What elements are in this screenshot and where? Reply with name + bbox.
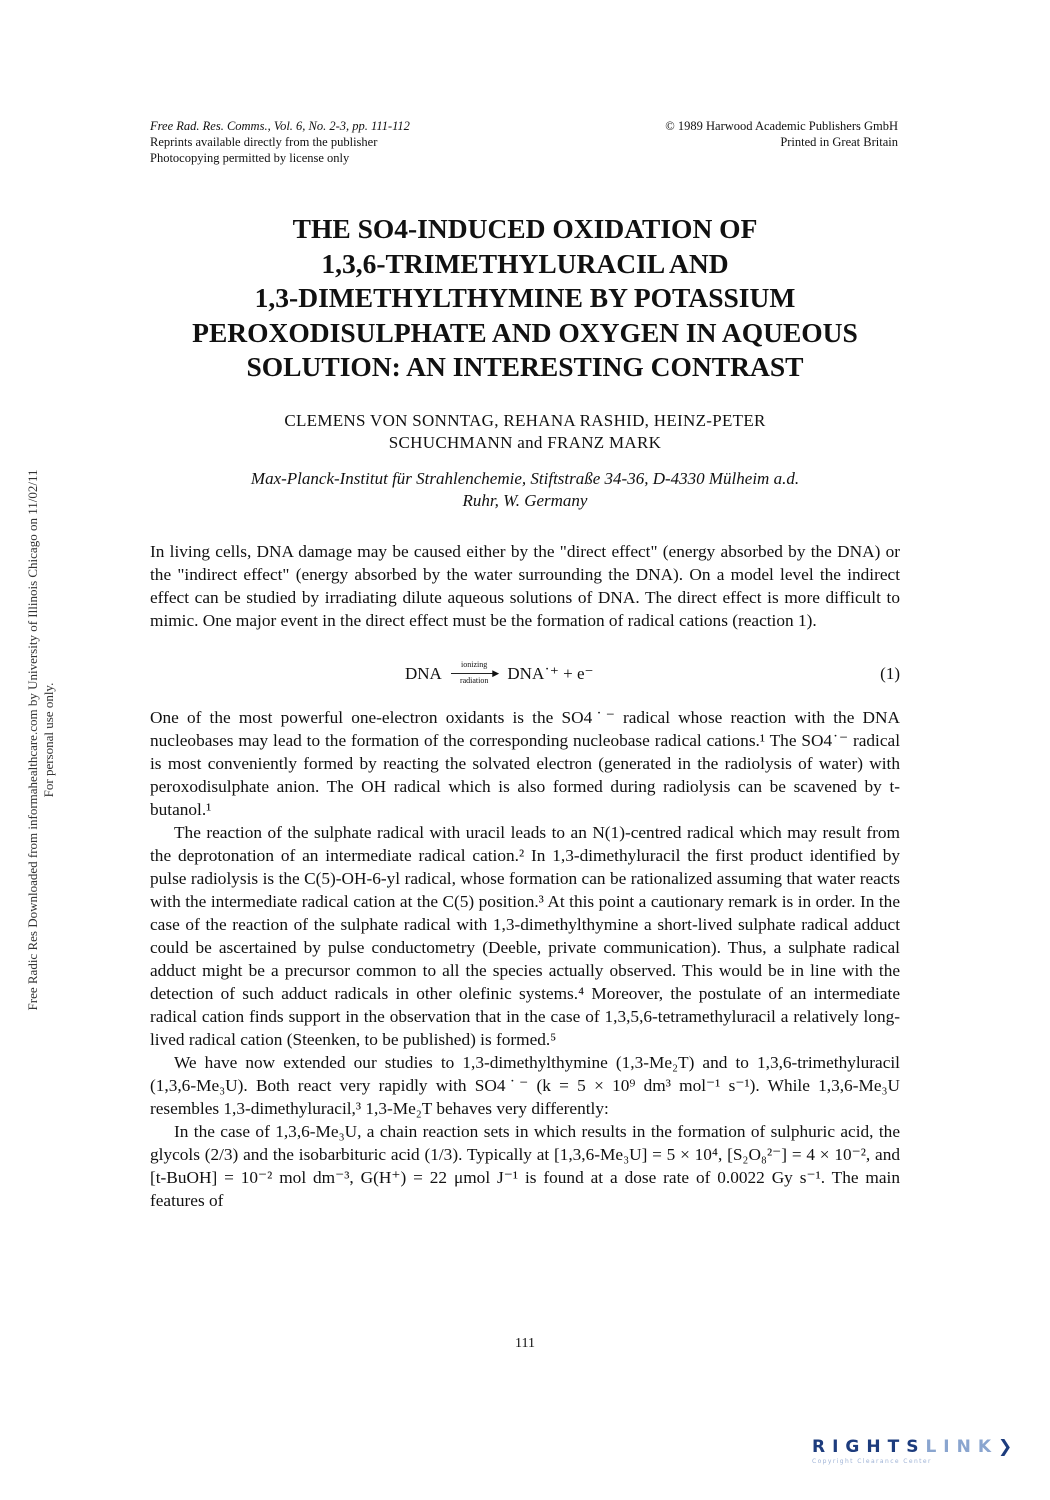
- body-section: [150, 706, 900, 1212]
- intro-paragraph: In living cells, DNA damage may be caused either by the "direct effect" (energy absorbed by the DNA) or the "indirect effect" (energy absorbed by the water surrounding the DNA). On a model level the indirect effect can be studied by irradiating dilute aqueous solutions of DNA. The direct effect is more difficult to mimic. One major event in the direct effect must be the formation of radical cations (reaction 1).: [150, 542, 900, 630]
- author-line: SCHUCHMANN and FRANZ MARK: [388, 433, 662, 452]
- arrow-head-icon: ▶: [492, 668, 500, 679]
- body-paragraph: The reaction of the sulphate radical with uracil leads to an N(1)-centred radical which may result from the deprotonation of an intermediate radical cation.² In 1,3-dimethyluracil the first product identified by pulse radiolysis is the C(5)-OH-6-yl radical, whose formation can be rationalized assuming that water reacts with the intermediate radical cation at the C(5) position.³ At this point a cautionary remark is in order. In the case of the reaction of the sulphate radical with 1,3-dimethylthymine a short-lived sulphate radical adduct could be ascertained by pulse conductometry (Deeble, private communication). Thus, a sulphate radical adduct might be a precursor common to all the species actually observed. This would be in line with the detection of such adduct radicals in other olefinic systems.⁴ Moreover, the postulate of an intermediate radical cation finds support in the observation that in the case of 1,3,5,6-tetramethyluracil a relatively long-lived radical cation (Steenken, to be published) is formed.⁵: [150, 823, 900, 1049]
- logo-dark-text: RIGHTS: [812, 1437, 926, 1457]
- arrow-line: [451, 673, 495, 674]
- title-line: THE SO4-INDUCED OXIDATION OF: [292, 213, 758, 244]
- download-note: Free Radic Res Downloaded from informahealthcare.com by University of Illinois Chicago on 11/02/11: [25, 469, 40, 1011]
- journal-header-left: [150, 118, 410, 166]
- body-paragraph: We have now extended our studies to 1,3-dimethylthymine (1,3-Me₂T) and to 1,3,6-trimethyluracil (1,3,6-Me₃U). Both react very rapidly with SO4˙⁻ (k = 5 × 10⁹ dm³ mol⁻¹ s⁻¹). While 1,3,6-Me₃U resembles 1,3-dimethyluracil,³ 1,3-Me₂T behaves very differently:: [150, 1053, 900, 1118]
- reprints-note: Reprints available directly from the publisher: [150, 135, 378, 149]
- body-paragraph: In the case of 1,3,6-Me₃U, a chain reaction sets in which results in the formation of sulphuric acid, the glycols (2/3) and the isobarbituric acid (1/3). Typically at [1,3,6-Me₃U] = 5 × 10⁴, [S₂O₈²⁻] = 4 × 10⁻², and [t-BuOH] = 10⁻² mol dm⁻³, G(H⁺) = 22 μmol J⁻¹ is found at a dose rate of 0.0022 Gy s⁻¹. The main features of: [150, 1122, 900, 1210]
- page-number: 111: [515, 1336, 535, 1351]
- equation-rhs: DNA˙⁺ + e⁻: [507, 664, 594, 683]
- arrow-bottom-label: radiation: [459, 676, 489, 686]
- equation-lhs: DNA: [405, 664, 441, 683]
- affiliation-line: Ruhr, W. Germany: [462, 491, 588, 510]
- title-line: 1,3-DIMETHYLTHYMINE BY POTASSIUM: [254, 282, 796, 313]
- reaction-equation: [150, 660, 900, 690]
- download-watermark: [25, 380, 57, 1100]
- equation-number: (1): [880, 664, 900, 683]
- rightslink-logo[interactable]: [812, 1437, 1032, 1477]
- logo-wordmark: [812, 1437, 1032, 1457]
- journal-header-right: [665, 118, 898, 150]
- arrow-top-label: ionizing: [461, 660, 488, 670]
- affiliation: [150, 468, 900, 512]
- article-title: [120, 212, 930, 385]
- logo-subtitle: Copyright Clearance Center: [812, 1458, 932, 1465]
- reaction-arrow-icon: [449, 660, 500, 686]
- personal-use-note: For personal use only.: [41, 682, 56, 798]
- affiliation-line: Max-Planck-Institut für Strahlenchemie, Stiftstraße 34-36, D-4330 Mülheim a.d.: [250, 469, 800, 488]
- photocopy-note: Photocopying permitted by license only: [150, 151, 350, 165]
- printed-line: Printed in Great Britain: [780, 135, 898, 149]
- author-list: [150, 410, 900, 454]
- logo-light-text: LINK: [925, 1437, 998, 1457]
- logo-chevron-icon: ❯: [998, 1437, 1020, 1457]
- title-line: 1,3,6-TRIMETHYLURACIL AND: [321, 247, 729, 279]
- title-line: PEROXODISULPHATE AND OXYGEN IN AQUEOUS: [192, 316, 858, 348]
- equation-expression: [405, 660, 594, 686]
- body-paragraph: One of the most powerful one-electron oxidants is the SO4˙⁻ radical whose reaction with the DNA nucleobases may lead to the formation of the corresponding nucleobase radical cations.¹ The SO4˙⁻ radical is most conveniently formed by reacting the solvated electron (generated in the radiolysis of water) with peroxodisulphate anion. The OH radical which is also formed during radiolysis can be scavened by t-butanol.¹: [150, 708, 900, 819]
- journal-citation: Free Rad. Res. Comms., Vol. 6, No. 2-3, pp. 111-112: [150, 119, 410, 133]
- title-line: SOLUTION: AN INTERESTING CONTRAST: [246, 351, 804, 382]
- copyright-line: © 1989 Harwood Academic Publishers GmbH: [665, 119, 898, 133]
- author-line: CLEMENS VON SONNTAG, REHANA RASHID, HEINZ-PETER: [284, 411, 766, 430]
